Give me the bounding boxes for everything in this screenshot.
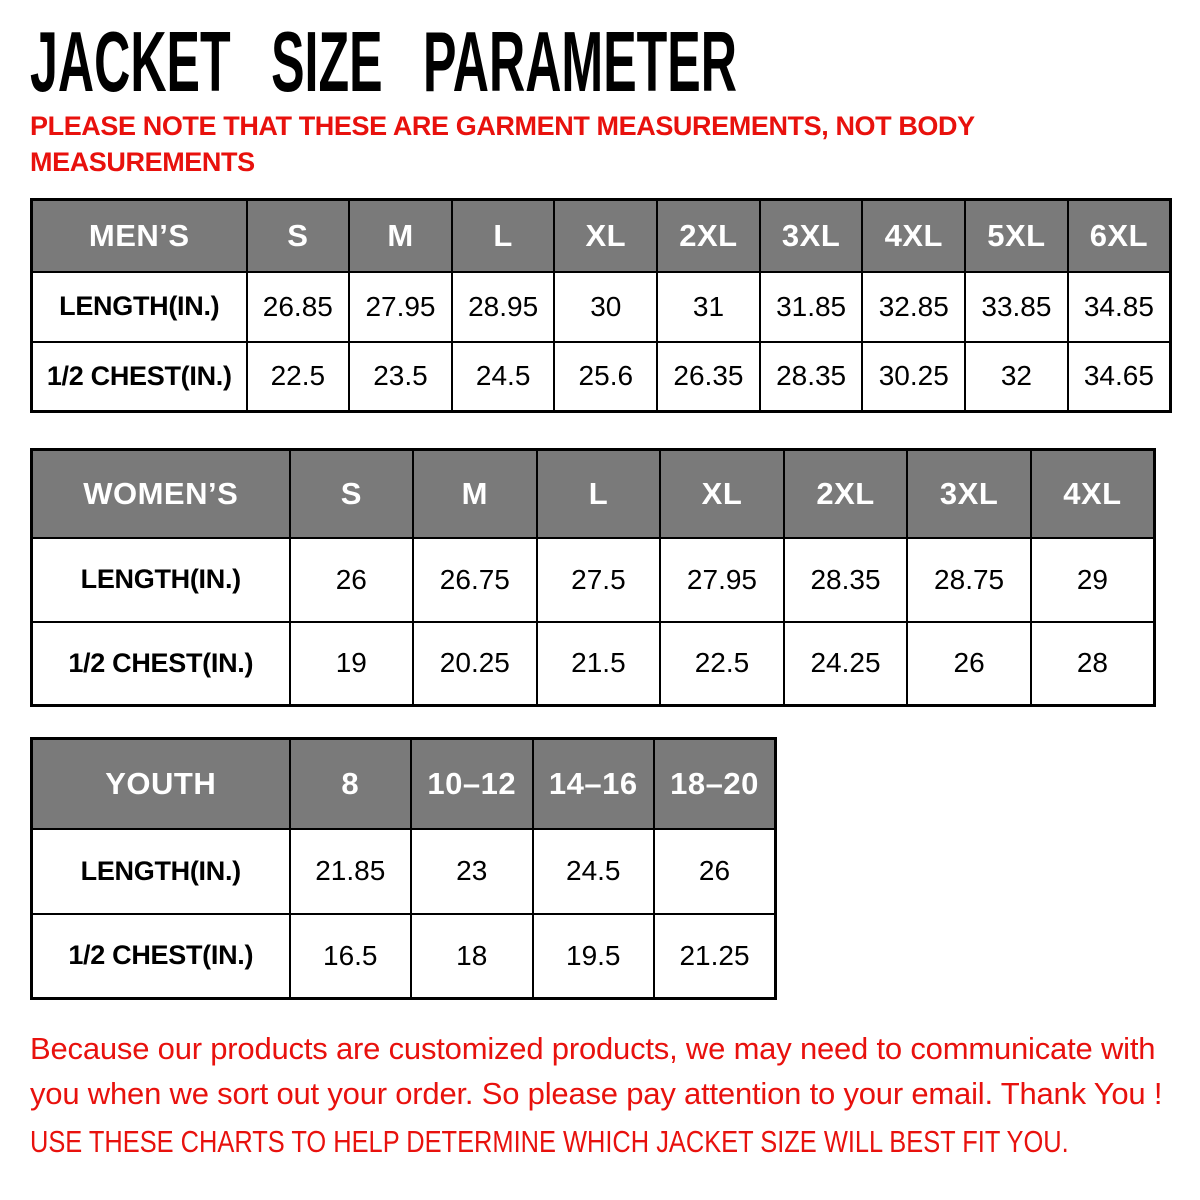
garment-measurement-note: PLEASE NOTE THAT THESE ARE GARMENT MEASUREMENTS, NOT BODY MEASUREMENTS (30, 111, 975, 177)
value-cell: 30 (554, 272, 657, 342)
size-column-header: L (452, 200, 555, 272)
value-cell: 16.5 (290, 914, 412, 999)
size-column-header: M (413, 450, 537, 538)
value-cell: 21.25 (654, 914, 776, 999)
row-label-cell: 1/2 CHEST(IN.) (32, 622, 290, 706)
size-header-row (32, 739, 776, 829)
size-column-header: 18–20 (654, 739, 776, 829)
value-cell: 26.75 (413, 538, 537, 622)
size-column-header: 14–16 (533, 739, 655, 829)
value-cell: 33.85 (965, 272, 1068, 342)
table-row (32, 829, 776, 914)
value-cell: 22.5 (660, 622, 784, 706)
value-cell: 26 (290, 538, 414, 622)
value-cell: 18 (411, 914, 533, 999)
table-row (32, 272, 1171, 342)
value-cell: 28.95 (452, 272, 555, 342)
size-column-header: S (290, 450, 414, 538)
page-title: JACKET SIZE PARAMETER (30, 15, 737, 110)
chart-usage-note: USE THESE CHARTS TO HELP DETERMINE WHICH JACKET SIZE WILL BEST FIT YOU. (30, 1124, 1069, 1159)
size-header-row (32, 450, 1155, 538)
table-title-cell: WOMEN’S (32, 450, 290, 538)
value-cell: 29 (1031, 538, 1155, 622)
size-column-header: 2XL (657, 200, 760, 272)
row-label-cell: LENGTH(IN.) (32, 272, 247, 342)
table-row (32, 914, 776, 999)
table-title-cell: YOUTH (32, 739, 290, 829)
value-cell: 19 (290, 622, 414, 706)
size-column-header: 3XL (907, 450, 1031, 538)
value-cell: 34.85 (1068, 272, 1171, 342)
size-column-header: M (349, 200, 452, 272)
row-label-cell: 1/2 CHEST(IN.) (32, 914, 290, 999)
value-cell: 31.85 (760, 272, 863, 342)
value-cell: 26.85 (247, 272, 350, 342)
size-column-header: L (537, 450, 661, 538)
value-cell: 21.85 (290, 829, 412, 914)
size-column-header: XL (554, 200, 657, 272)
value-cell: 31 (657, 272, 760, 342)
row-label-cell: LENGTH(IN.) (32, 829, 290, 914)
customization-communication-note: Because our products are customized products, we may need to communicate with you when we sort out your order. So please pay attention to your email. Thank You ! (30, 1031, 1163, 1111)
value-cell: 26 (654, 829, 776, 914)
table-row (32, 622, 1155, 706)
value-cell: 28 (1031, 622, 1155, 706)
value-cell: 24.5 (533, 829, 655, 914)
size-column-header: 6XL (1068, 200, 1171, 272)
value-cell: 21.5 (537, 622, 661, 706)
table-row (32, 538, 1155, 622)
size-header-row (32, 200, 1171, 272)
value-cell: 26 (907, 622, 1031, 706)
size-column-header: 3XL (760, 200, 863, 272)
value-cell: 23 (411, 829, 533, 914)
size-column-header: S (247, 200, 350, 272)
value-cell: 22.5 (247, 342, 350, 412)
value-cell: 19.5 (533, 914, 655, 999)
size-column-header: 5XL (965, 200, 1068, 272)
youth-size-table (30, 737, 777, 1000)
table-title-cell: MEN’S (32, 200, 247, 272)
value-cell: 27.95 (349, 272, 452, 342)
value-cell: 28.35 (784, 538, 908, 622)
size-column-header: 2XL (784, 450, 908, 538)
value-cell: 26.35 (657, 342, 760, 412)
value-cell: 28.75 (907, 538, 1031, 622)
row-label-cell: LENGTH(IN.) (32, 538, 290, 622)
value-cell: 28.35 (760, 342, 863, 412)
mens-size-table (30, 198, 1172, 413)
value-cell: 32.85 (862, 272, 965, 342)
value-cell: 32 (965, 342, 1068, 412)
value-cell: 24.5 (452, 342, 555, 412)
size-column-header: 8 (290, 739, 412, 829)
value-cell: 20.25 (413, 622, 537, 706)
size-column-header: XL (660, 450, 784, 538)
value-cell: 24.25 (784, 622, 908, 706)
value-cell: 30.25 (862, 342, 965, 412)
size-column-header: 10–12 (411, 739, 533, 829)
size-column-header: 4XL (862, 200, 965, 272)
value-cell: 34.65 (1068, 342, 1171, 412)
value-cell: 25.6 (554, 342, 657, 412)
size-column-header: 4XL (1031, 450, 1155, 538)
womens-size-table (30, 448, 1156, 707)
value-cell: 27.95 (660, 538, 784, 622)
value-cell: 27.5 (537, 538, 661, 622)
table-row (32, 342, 1171, 412)
value-cell: 23.5 (349, 342, 452, 412)
row-label-cell: 1/2 CHEST(IN.) (32, 342, 247, 412)
